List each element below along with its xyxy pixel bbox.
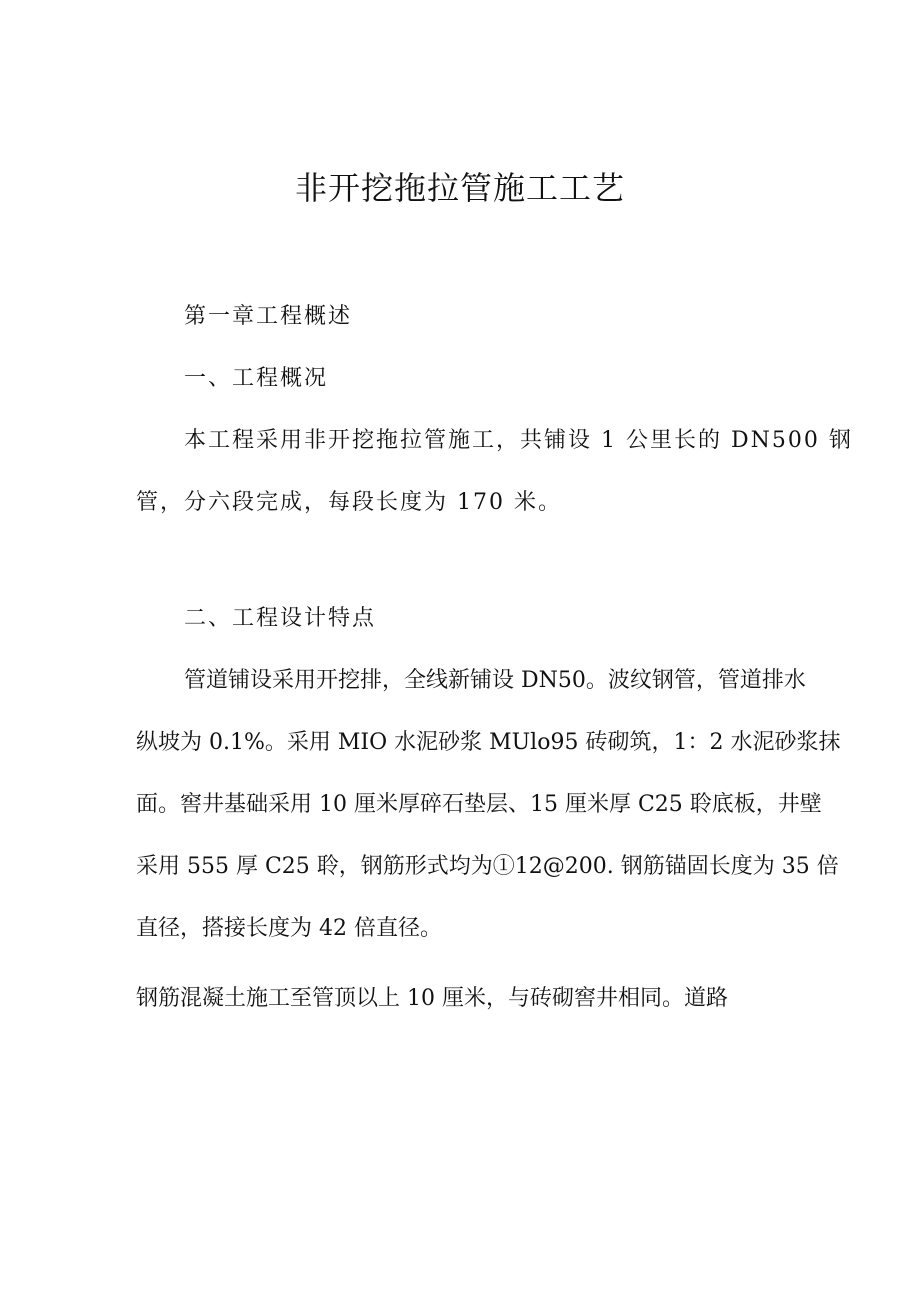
paragraph-line: 本工程采用非开挖拖拉管施工，共铺设 1 公里长的 DN500 钢: [184, 428, 853, 453]
paragraph-line: 直径，搭接长度为 42 倍直径。: [136, 916, 442, 941]
chapter-heading: 第一章工程概述: [184, 304, 353, 329]
paragraph-line: 采用 555 厚 C25 聆，钢筋形式均为①12@200. 钢筋锚固长度为 35 倍: [136, 854, 839, 879]
document-title: 非开挖拖拉管施工工艺: [294, 169, 625, 207]
paragraph-line: 面。窖井基础采用 10 厘米厚碎石垫层、15 厘米厚 C25 聆底板，井壁: [136, 792, 822, 817]
section-heading-overview: 一、工程概况: [184, 366, 329, 391]
section-heading-design: 二、工程设计特点: [184, 606, 377, 631]
paragraph-line: 管道铺设采用开挖排，全线新铺设 DN50。波纹钢管，管道排水: [184, 668, 806, 693]
trailing-paragraph: 钢筋混凝土施工至管顶以上 10 厘米，与砖砌窖井相同。道路: [136, 986, 728, 1011]
paragraph-line: 纵坡为 0.1%。采用 MIO 水泥砂浆 MUlo95 砖砌筑，1：2 水泥砂浆抹: [136, 730, 841, 755]
paragraph-line: 管，分六段完成，每段长度为 170 米。: [136, 490, 562, 515]
